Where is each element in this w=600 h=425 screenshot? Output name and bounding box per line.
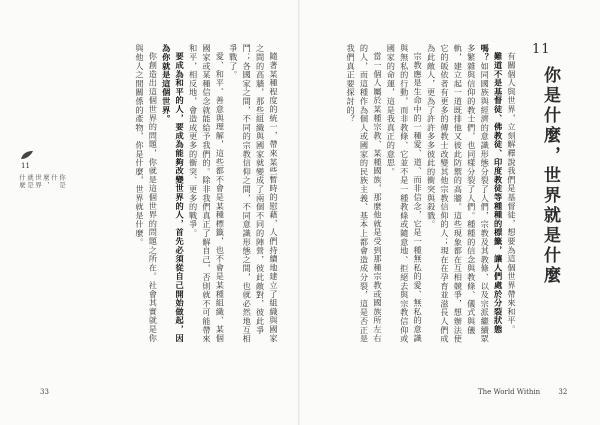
right-paragraph-2-rest: 如同國族與經濟的意識形態分裂了人們，宗教及其教條、以及宗派繼續眾多繁雜與信仰的教士們，也同樣分裂了人們。種種的信念與教條、儀式與儀軌，建立起一道既排他又彼此防禦的高牆。這些現象都在互相競爭，想辦法使它的皈依者有更多的傳教士改變其他宗教信仰的人；現在在孕育並滋長人們成為此敵人，更為了許許多多彼此的衝突與殺戮。 — [426, 44, 491, 344]
left-page-body — [68, 44, 280, 344]
chapter-title: 你是什麼，世界就是什麼 — [540, 66, 560, 286]
right-paragraph-2-emphasis: 難道不是基督徒、佛教徒、印度教徒等種種的標籤，讓人們處於分裂狀態嗎？ — [480, 44, 504, 334]
right-paragraph-4: 當一個人屬於某種宗教、某種國族，那麼他就是受到那種宗教或國族所左右的人，而這種作為個人或國家的民族主義、基本上都會造成分裂，這是否正是我們真正要探討的？ — [346, 44, 383, 344]
leaf-ornament-icon — [20, 150, 34, 160]
left-paragraph-3 — [159, 44, 186, 344]
running-header-title: 你是什麼，世界就是什麼 — [18, 174, 66, 189]
right-page-footer — [478, 388, 567, 396]
book-title: The World Within — [478, 388, 541, 396]
left-paragraph-2: 愛、和平、善意與理解，這些都不會是某種標籤，也不會是某種組織、某個國家或某種信念就能給予我們的。除非我們真正了解自己，否則就不可能帶來和平，相反地，會造成更多的衝突、更多的戰爭。 — [188, 44, 226, 344]
left-paragraph-1: 隨著某種程度的統一，帶來某些暫時的慰藉，人們持續地建立了組織與國家之間的高牆，那些組織與國家就變成了兩個不同的陣營，彼此敵對，彼此爭鬥；各國家之間，不同的宗教信仰之間，不同意識形態之間，也就必然地互相爭戰了。 — [228, 44, 279, 344]
left-page-number: 33 — [40, 388, 49, 396]
right-page-number: 32 — [558, 388, 568, 396]
right-paragraph-2 — [424, 44, 504, 344]
running-header-number: 11 — [21, 162, 30, 170]
right-paragraph-1: 有關個人與世界，立刻解釋說我們是基督徒，想要為這個世界帶來和平。 — [507, 52, 517, 334]
right-paragraph-3: 宗教應是生命中的一種愛、道、而非信念，它是一種無私的愛、無私的意識與無私的行動，而非教條、它並不是一種教條或隨意地、拒絕去與宗教信仰或國家的命運，這是我真正的意思。 — [386, 44, 424, 344]
right-page-body — [318, 44, 518, 344]
left-paragraph-4: 你創造出這個世界的問題，你就是這個世界的問題之所在。社會其實就是你與他人之間關係的產物，你是什麼，世界就是什麼。 — [134, 44, 159, 343]
left-paragraph-3-emphasis: 要成為和平的人，要成為能夠改變世界的人，首先必須從自己開始做起，因為你就是這個世界。 — [161, 44, 186, 343]
book-gutter — [298, 0, 302, 425]
chapter-number: 11 — [532, 42, 551, 57]
